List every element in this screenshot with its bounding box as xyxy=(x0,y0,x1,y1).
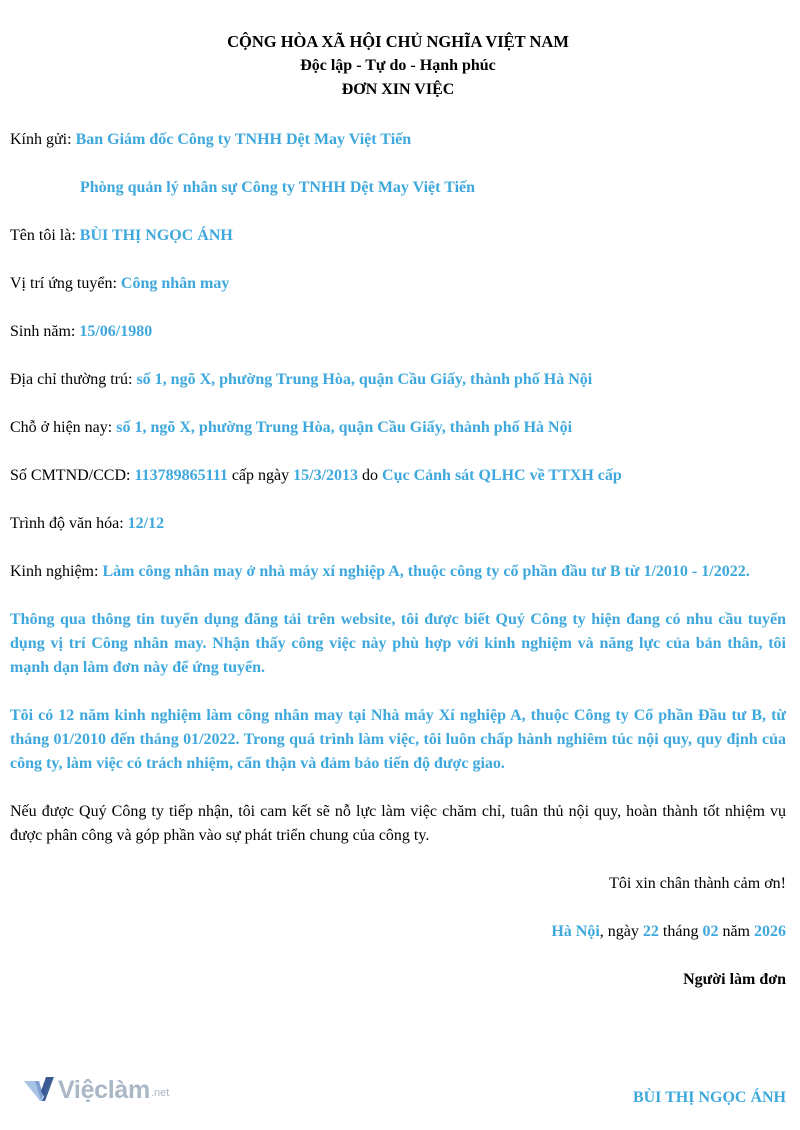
recipient-label: Kính gửi: xyxy=(10,131,72,148)
experience-value: Làm công nhân may ở nhà máy xí nghiệp A, thuộc công ty cổ phần đầu tư B từ 1/2010 - 1/2022. xyxy=(102,563,750,580)
date-day: 22 xyxy=(642,923,659,940)
id-value: 113789865111 xyxy=(134,467,228,484)
education-label: Trình độ văn hóa: xyxy=(10,515,124,532)
date-year: 2026 xyxy=(754,923,786,940)
experience-label: Kinh nghiệm: xyxy=(10,563,99,580)
recipient-line xyxy=(10,128,786,152)
body-paragraph-2: Tôi có 12 năm kinh nghiệm làm công nhân may tại Nhà máy Xí nghiệp A, thuộc Công ty Cổ phần Đầu tư B, từ tháng 01/2010 đến tháng 01/2022. Trong quá trình làm việc, tôi luôn chấp hành nghiêm túc nội quy, quy định của công ty, làm việc có trách nhiệm, cẩn thận và đảm bảo tiến độ được giao. xyxy=(10,707,786,772)
position-line xyxy=(10,272,786,296)
motto: Độc lập - Tự do - Hạnh phúc xyxy=(300,57,496,74)
id-line xyxy=(10,464,786,488)
thanks-line: Tôi xin chân thành cảm ơn! xyxy=(609,875,786,892)
position-label: Vị trí ứng tuyển: xyxy=(10,275,117,292)
date-day-label: , ngày xyxy=(599,923,639,940)
birth-value: 15/06/1980 xyxy=(79,323,153,340)
date-month-label: tháng xyxy=(662,923,699,940)
name-value: BÙI THỊ NGỌC ÁNH xyxy=(79,227,233,244)
letter-header xyxy=(10,30,786,102)
recipient-2: Phòng quản lý nhân sự Công ty TNHH Dệt May Việt Tiến xyxy=(80,179,476,196)
permanent-address-label: Địa chỉ thường trú: xyxy=(10,371,133,388)
id-label: Số CMTND/CCD: xyxy=(10,467,131,484)
recipient-line-2 xyxy=(10,176,786,200)
current-address-label: Chỗ ở hiện nay: xyxy=(10,419,113,436)
id-issued-label: cấp ngày xyxy=(231,467,290,484)
experience-line xyxy=(10,560,786,584)
date-place: Hà Nội xyxy=(551,923,600,940)
name-label: Tên tôi là: xyxy=(10,227,76,244)
position-value: Công nhân may xyxy=(120,275,230,292)
current-address-value: số 1, ngõ X, phường Trung Hòa, quận Cầu Giấy, thành phố Hà Nội xyxy=(116,419,573,436)
date-line xyxy=(10,920,786,944)
logo-suffix: .net xyxy=(150,1087,170,1099)
body-paragraph-1: Thông qua thông tin tuyển dụng đăng tải trên website, tôi được biết Quý Công ty hiện đang có nhu cầu tuyển dụng vị trí Công nhân may. Nhận thấy công việc này phù hợp với kinh nghiệm và năng lực của bản thân, tôi mạnh dạn làm đơn này để ứng tuyển. xyxy=(10,611,786,676)
date-month: 02 xyxy=(702,923,719,940)
id-issued-date: 15/3/2013 xyxy=(293,467,359,484)
vieclam-logo xyxy=(24,1073,169,1107)
vieclam-logo-icon xyxy=(24,1077,54,1103)
birth-line xyxy=(10,320,786,344)
education-line xyxy=(10,512,786,536)
logo-text: Việclàm xyxy=(58,1075,150,1104)
education-value: 12/12 xyxy=(127,515,165,532)
birth-label: Sinh năm: xyxy=(10,323,76,340)
document-title: ĐƠN XIN VIỆC xyxy=(341,81,455,98)
current-address-line xyxy=(10,416,786,440)
name-line xyxy=(10,224,786,248)
signer-name: BÙI THỊ NGỌC ÁNH xyxy=(632,1089,786,1106)
permanent-address-line xyxy=(10,368,786,392)
recipient-1: Ban Giám đốc Công ty TNHH Dệt May Việt Tiến xyxy=(75,131,412,148)
id-by-value: Cục Cảnh sát QLHC về TTXH cấp xyxy=(382,467,622,484)
nation-title: CỘNG HÒA XÃ HỘI CHỦ NGHĨA VIỆT NAM xyxy=(227,32,569,51)
date-year-label: năm xyxy=(722,923,750,940)
permanent-address-value: số 1, ngõ X, phường Trung Hòa, quận Cầu Giấy, thành phố Hà Nội xyxy=(136,371,593,388)
id-by-label: do xyxy=(362,467,379,484)
body-paragraph-3: Nếu được Quý Công ty tiếp nhận, tôi cam kết sẽ nỗ lực làm việc chăm chỉ, tuân thủ nội quy, hoàn thành tốt nhiệm vụ được phân công và góp phần vào sự phát triển chung của công ty. xyxy=(10,803,786,844)
application-letter xyxy=(10,30,786,992)
signer-label: Người làm đơn xyxy=(683,971,786,988)
